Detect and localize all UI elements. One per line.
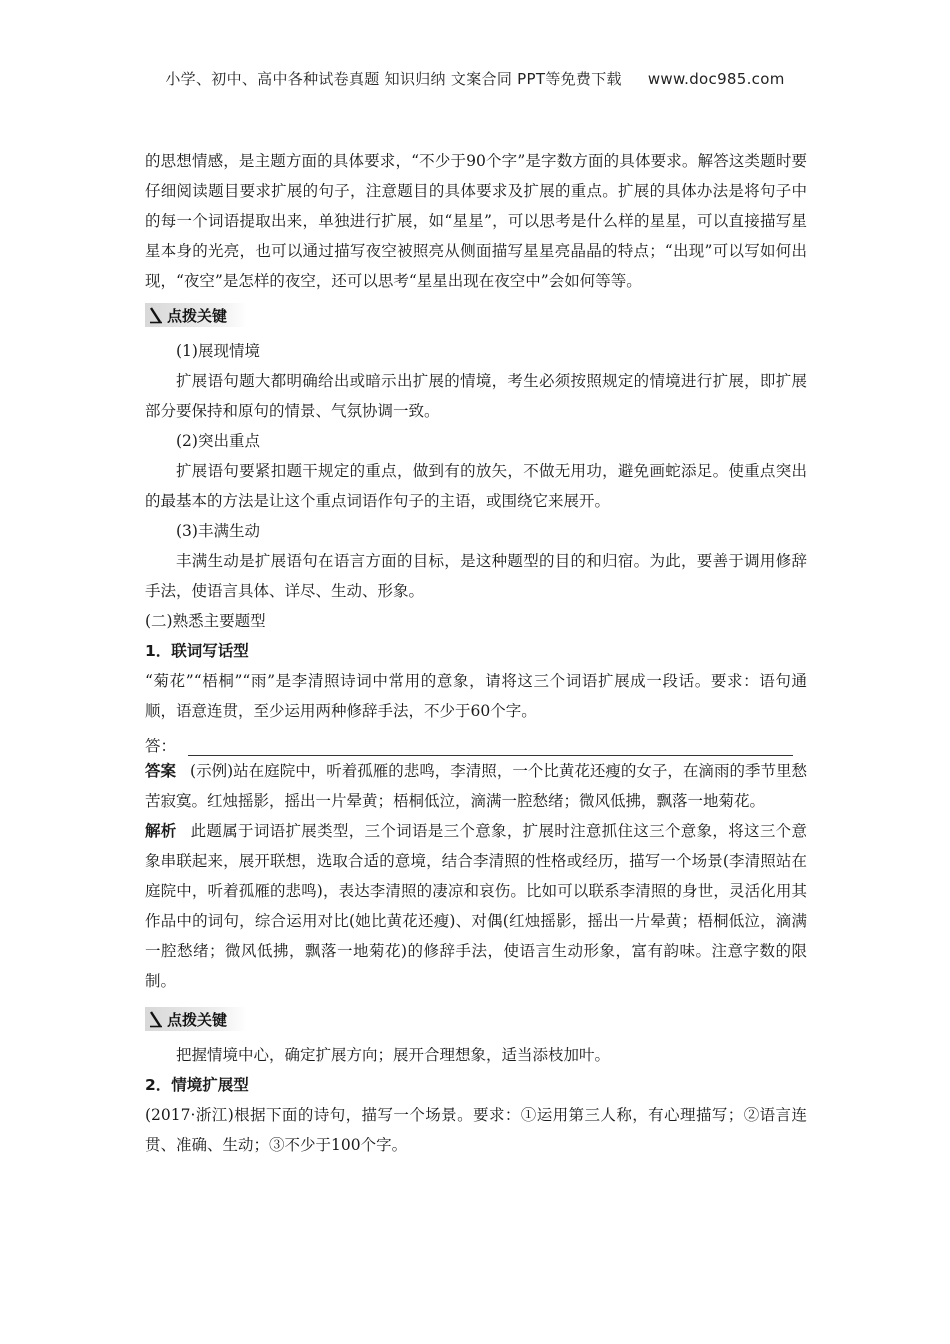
point-body-3: 丰满生动是扩展语句在语言方面的目标，是这种题型的目的和归宿。为此，要善于调用修辞手法，使语言具体、详尽、生动、形象。	[145, 552, 807, 600]
answer-rule[interactable]	[188, 737, 793, 756]
type2-heading: 2．情境扩展型	[145, 1076, 249, 1094]
point-title-3: (3)丰满生动	[176, 522, 260, 540]
answer-label: 答案	[145, 762, 177, 780]
tip-label-1: 点拨关键	[167, 306, 228, 325]
tip-banner-1	[145, 302, 807, 328]
answer-blank	[145, 726, 807, 756]
analysis-label: 解析	[145, 822, 177, 840]
tip2-body: 把握情境中心，确定扩展方向；展开合理想象，适当添枝加叶。	[176, 1046, 611, 1064]
answer-text: (示例)站在庭院中，听着孤雁的悲鸣，李清照，一个比黄花还瘦的女子，在滴雨的季节里愁苦寂寞。红烛摇影，摇出一片晕黄；梧桐低泣，滴满一腔愁绪；微风低拂，飘落一地菊花。	[145, 762, 807, 810]
tip-box-1	[145, 303, 247, 327]
page-header	[0, 68, 950, 89]
type2-question: (2017·浙江)根据下面的诗句，描写一个场景。要求：①运用第三人称，有心理描写；②语言连贯、准确、生动；③不少于100个字。	[145, 1106, 807, 1154]
type1-question: “菊花”“梧桐”“雨”是李清照诗词中常用的意象，请将这三个词语扩展成一段话。要求：语句通顺，语意连贯，至少运用两种修辞手法，不少于60个字。	[145, 672, 807, 720]
point-body-1: 扩展语句题大都明确给出或暗示出扩展的情境，考生必须按照规定的情境进行扩展，即扩展部分要保持和原句的情景、气氛协调一致。	[145, 372, 807, 420]
point-body-2: 扩展语句要紧扣题干规定的重点，做到有的放矢，不做无用功，避免画蛇添足。使重点突出的最基本的方法是让这个重点词语作句子的主语，或围绕它来展开。	[145, 462, 807, 510]
point-title-2: (2)突出重点	[176, 432, 260, 450]
tip-banner-2	[145, 1006, 807, 1032]
answer-prompt: 答：	[145, 737, 177, 755]
header-site[interactable]: www.doc985.com	[647, 70, 785, 88]
slash-marker-icon	[149, 306, 163, 324]
tip-label-2: 点拨关键	[167, 1010, 228, 1029]
section-heading-2: (二)熟悉主要题型	[145, 612, 266, 630]
type1-heading: 1．联词写话型	[145, 642, 249, 660]
answer-paragraph	[145, 756, 807, 816]
analysis-text: 此题属于词语扩展类型，三个词语是三个意象，扩展时注意抓住这三个意象，将这三个意象串联起来，展开联想，选取合适的意境，结合李清照的性格或经历，描写一个场景(李清照站在庭院中，听着孤雁的悲鸣)，表达李清照的凄凉和哀伤。比如可以联系李清照的身世，灵活化用其作品中的词句，综合运用对比(她比黄花还瘦)、对偶(红烛摇影，摇出一片晕黄；梧桐低泣，滴满一腔愁绪；微风低拂，飘落一地菊花)的修辞手法，使语言生动形象，富有韵味。注意字数的限制。	[145, 822, 807, 990]
document-body	[145, 146, 807, 1160]
intro-paragraph: 的思想情感，是主题方面的具体要求，“不少于90个字”是字数方面的具体要求。解答这类题时要仔细阅读题目要求扩展的句子，注意题目的具体要求及扩展的重点。扩展的具体办法是将句子中的每一个词语提取出来，单独进行扩展，如“星星”，可以思考是什么样的星星，可以直接描写星星本身的光亮，也可以通过描写夜空被照亮从侧面描写星星亮晶晶的特点；“出现”可以写如何出现，“夜空”是怎样的夜空，还可以思考“星星出现在夜空中”会如何等等。	[145, 152, 807, 290]
header-text: 小学、初中、高中各种试卷真题 知识归纳 文案合同 PPT等免费下载	[165, 70, 622, 88]
tip-box-2	[145, 1007, 247, 1031]
point-title-1: (1)展现情境	[176, 342, 260, 360]
slash-marker-icon	[149, 1010, 163, 1028]
analysis-paragraph	[145, 816, 807, 996]
